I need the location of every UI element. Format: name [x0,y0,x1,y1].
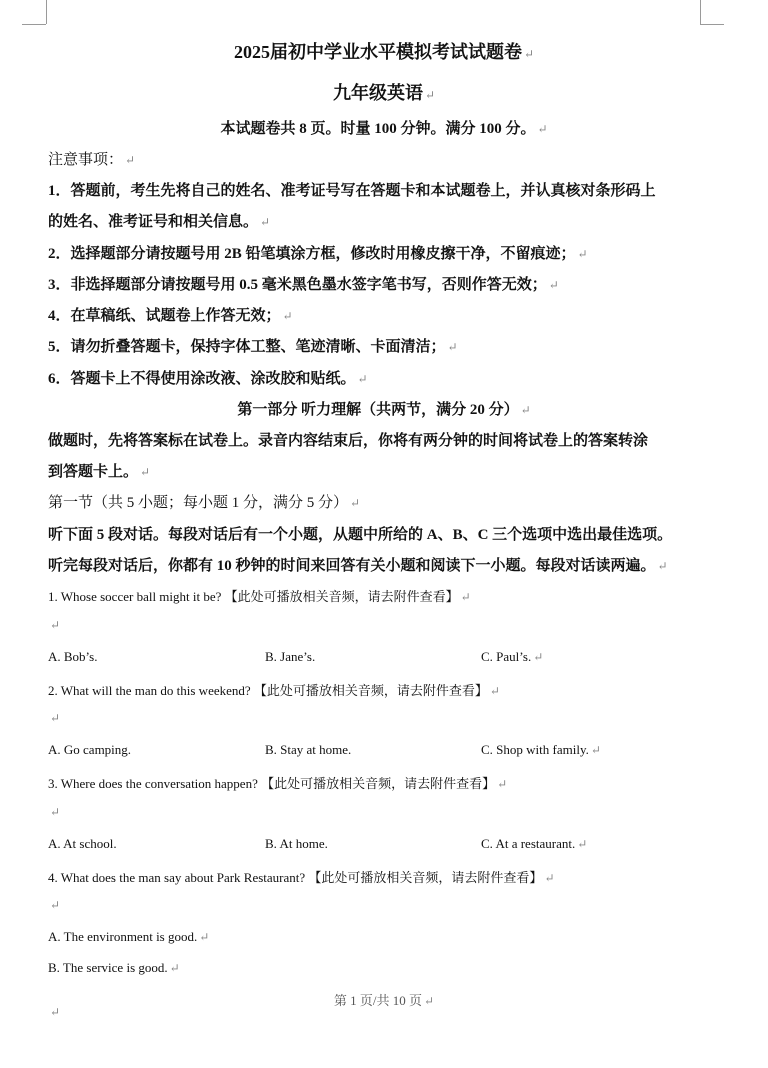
notice-line: 3．非选择题部分请按题号用 0.5 毫米黑色墨水签字笔书写，否则作答无效； ↵ [48,277,559,293]
question-1: 1. Whose soccer ball might it be? 【此处可播放相关音频，请去附件查看】 ↵ [48,589,471,604]
option-a: A. Bob’s. [48,649,98,664]
option-b: B. Jane’s. [265,649,316,664]
part1-heading: 第一部分 听力理解（共两节，满分 20 分） ↵ [237,402,531,418]
audio-link[interactable]: 【此处可播放相关音频，请去附件查看】 [308,870,543,885]
option-a: A. Go camping. [48,742,132,757]
paragraph-mark: ↵ [50,805,61,819]
notice-line: 2．选择题部分请按题号用 2B 铅笔填涂方框，修改时用橡皮擦干净，不留痕迹； ↵ [48,246,588,262]
option-b: B. The service is good. ↵ [48,960,180,975]
crop-mark-top-left [22,24,46,25]
exam-subtitle: 九年级英语 ↵ [332,83,436,103]
page-footer: 第 1 页/共 10 页 ↵ [333,993,435,1008]
paragraph-mark: ↵ [50,618,61,632]
crop-mark-top-right [700,0,701,24]
section1-instructions: 听下面 5 段对话。每段对话后有一个小题，从题中所给的 A、B、C 三个选项中选出最佳选项。 [48,527,673,543]
audio-link[interactable]: 【此处可播放相关音频，请去附件查看】 [261,776,496,791]
option-c: C. At a restaurant. ↵ [481,836,588,851]
section1-instructions: 听完每段对话后，你都有 10 秒钟的时间来回答有关小题和阅读下一小题。每段对话读两遍。 ↵ [48,558,668,574]
option-c: C. Shop with family. ↵ [481,742,601,757]
crop-mark-top-right [700,24,724,25]
notice-line: 的姓名、准考证号和相关信息。 ↵ [48,214,271,230]
crop-mark-top-left [46,0,47,24]
question-2: 2. What will the man do this weekend? 【此处可播放相关音频，请去附件查看】 ↵ [48,683,500,698]
paragraph-mark: ↵ [50,898,61,912]
section1-heading: 第一节（共 5 小题；每小题 1 分，满分 5 分） ↵ [48,495,361,511]
part1-intro: 做题时，先将答案标在试卷上。录音内容结束后，你将有两分钟的时间将试卷上的答案转涂 [48,433,649,449]
paragraph-mark: ↵ [50,711,61,725]
notice-line: 5．请勿折叠答题卡，保持字体工整、笔迹清晰、卡面清洁； ↵ [48,339,458,355]
notice-line: 1．答题前，考生先将自己的姓名、准考证号写在答题卡和本试题卷上，并认真核对条形码上 [48,183,656,199]
exam-info: 本试题卷共 8 页。时量 100 分钟。满分 100 分。 ↵ [220,121,548,137]
exam-title: 2025届初中学业水平模拟考试试题卷 ↵ [233,42,535,62]
notice-title: 注意事项： ↵ [48,152,136,168]
option-b: B. At home. [265,836,328,851]
option-a: A. At school. [48,836,117,851]
part1-intro: 到答题卡上。 ↵ [48,464,151,480]
audio-link[interactable]: 【此处可播放相关音频，请去附件查看】 [224,589,459,604]
notice-line: 6．答题卡上不得使用涂改液、涂改胶和贴纸。 ↵ [48,371,368,387]
paragraph-mark: ↵ [50,1005,61,1019]
question-3: 3. Where does the conversation happen? 【此处可播放相关音频，请去附件查看】 ↵ [48,776,508,791]
option-c: C. Paul’s. ↵ [481,649,544,664]
audio-link[interactable]: 【此处可播放相关音频，请去附件查看】 [253,683,488,698]
option-a: A. The environment is good. ↵ [48,929,210,944]
option-b: B. Stay at home. [265,742,352,757]
question-4: 4. What does the man say about Park Restaurant? 【此处可播放相关音频，请去附件查看】 ↵ [48,870,555,885]
notice-line: 4．在草稿纸、试题卷上作答无效； ↵ [48,308,293,324]
